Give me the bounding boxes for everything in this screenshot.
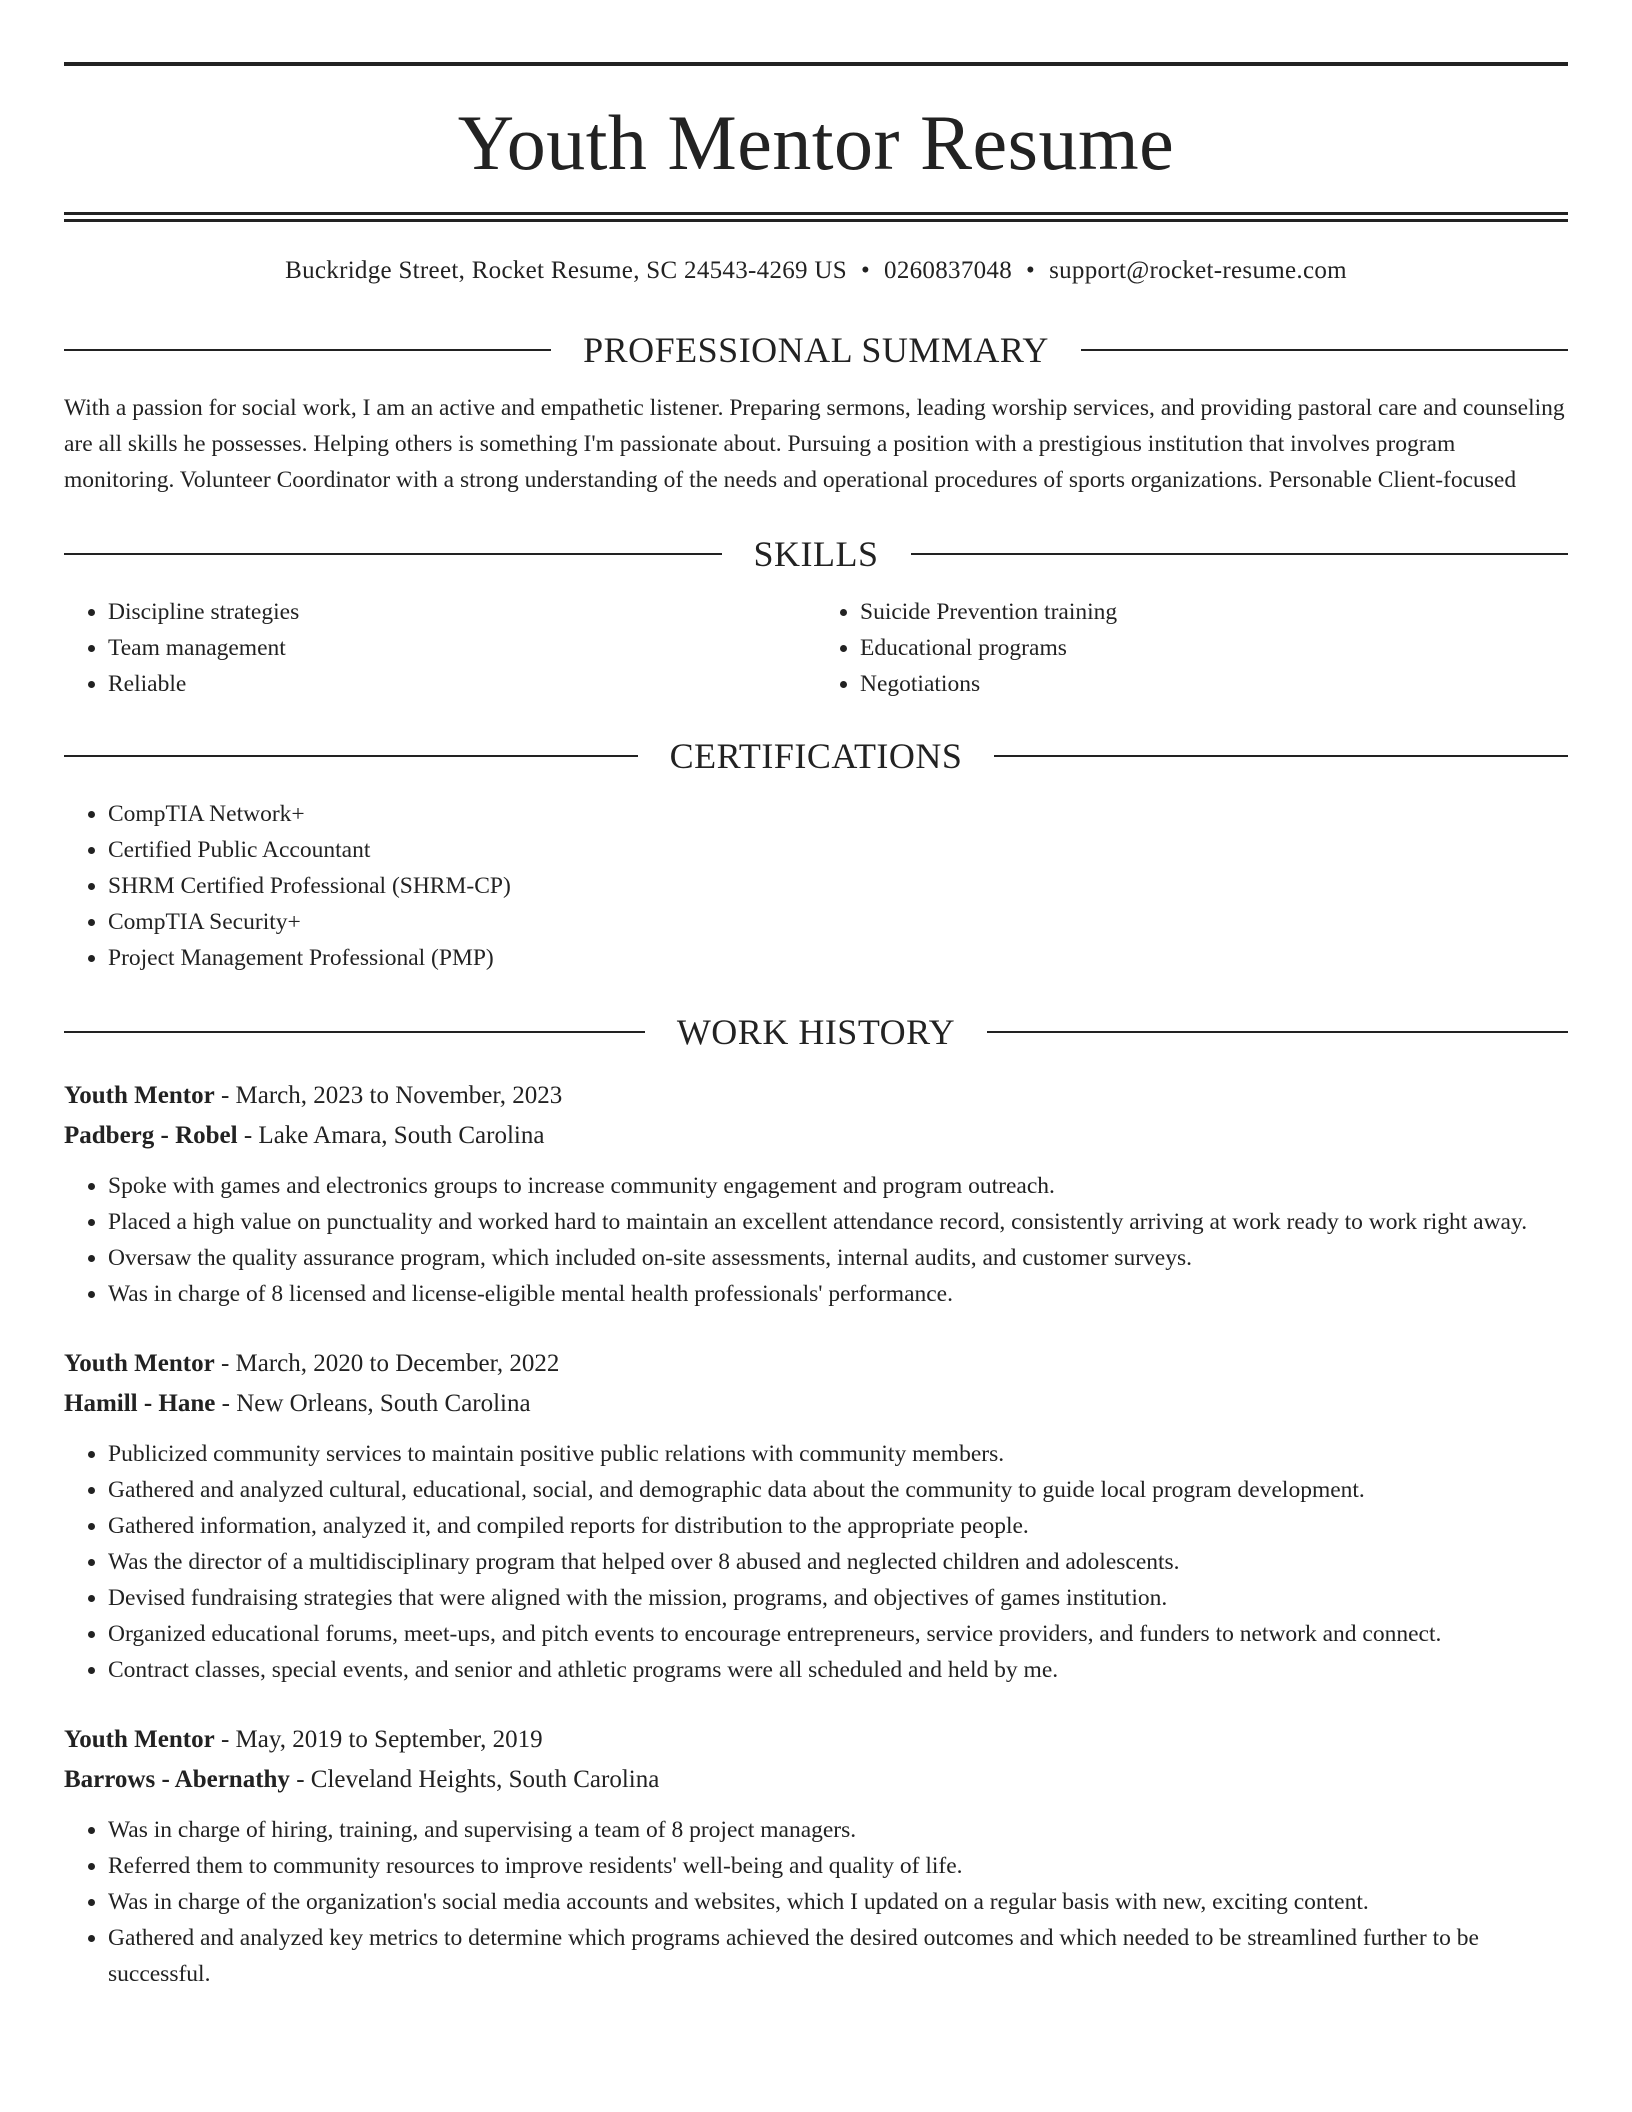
job-location: - Lake Amara, South Carolina [237, 1122, 545, 1149]
work-section-header [64, 1014, 1568, 1050]
job-bullet: • Gathered information, analyzed it, and compiled reports for distribution to the appropriate people. [108, 1508, 1568, 1544]
summary-heading: PROFESSIONAL SUMMARY [583, 330, 1049, 370]
certification-item: • SHRM Certified Professional (SHRM-CP) [108, 868, 1568, 904]
job-company: Padberg - Robel [64, 1122, 238, 1149]
job-role: Youth Mentor [64, 1726, 215, 1753]
section-rule-left [64, 755, 638, 757]
job-bullet: • Contract classes, special events, and senior and athletic programs were all scheduled and held by me. [108, 1652, 1568, 1688]
contact-separator: • [1026, 257, 1036, 284]
job-company-line [64, 1760, 1568, 1800]
job-entry [64, 1344, 1568, 1688]
job-bullet: • Was in charge of the organization's social media accounts and websites, which I updated on a regular basis with new, exciting content. [108, 1884, 1568, 1920]
certifications-section-header [64, 738, 1568, 774]
job-company-line [64, 1384, 1568, 1424]
job-bullets [64, 1436, 1568, 1688]
job-company-line [64, 1116, 1568, 1156]
contact-separator: • [860, 257, 871, 284]
skills-column-right [816, 594, 1568, 702]
job-title-line [64, 1720, 1568, 1760]
contact-phone: 0260837048 [884, 257, 1013, 284]
job-company: Barrows - Abernathy [64, 1766, 290, 1793]
certification-item: • CompTIA Network+ [108, 796, 1568, 832]
resume-title: Youth Mentor Resume [457, 99, 1175, 186]
job-bullet: • Was the director of a multidisciplinary program that helped over 8 abused and neglected children and adolescents. [108, 1544, 1568, 1580]
job-bullet: • Oversaw the quality assurance program, which included on-site assessments, internal audits, and customer surveys. [108, 1240, 1568, 1276]
job-bullet: • Spoke with games and electronics groups to increase community engagement and program outreach. [108, 1168, 1568, 1204]
section-rule-left [64, 349, 551, 351]
section-rule-left [64, 1031, 645, 1033]
job-location: - New Orleans, South Carolina [215, 1390, 531, 1417]
certifications-list [64, 796, 1568, 976]
job-bullet: • Was in charge of hiring, training, and supervising a team of 8 project managers. [108, 1812, 1568, 1848]
top-rule [64, 62, 1568, 66]
job-bullet: • Referred them to community resources to improve residents' well-being and quality of life. [108, 1848, 1568, 1884]
job-bullet: • Placed a high value on punctuality and worked hard to maintain an excellent attendance record, consistently arriving at work ready to work right away. [108, 1204, 1568, 1240]
job-bullet: • Gathered and analyzed cultural, educational, social, and demographic data about the community to guide local program development. [108, 1472, 1568, 1508]
job-bullet: • Devised fundraising strategies that were aligned with the mission, programs, and objectives of games institution. [108, 1580, 1568, 1616]
job-title-line [64, 1076, 1568, 1116]
job-bullet: • Organized educational forums, meet-ups, and pitch events to encourage entrepreneurs, service providers, and funders to network and connect. [108, 1616, 1568, 1652]
certifications-heading: CERTIFICATIONS [669, 736, 963, 776]
job-bullet: • Gathered and analyzed key metrics to determine which programs achieved the desired outcomes and which needed to be streamlined further to be successful. [108, 1920, 1568, 1992]
contact-email: support@rocket-resume.com [1049, 257, 1347, 284]
job-bullet: • Publicized community services to maintain positive public relations with community members. [108, 1436, 1568, 1472]
skill-item: • Suicide Prevention training [860, 594, 1568, 630]
job-bullet: • Was in charge of 8 licensed and license-eligible mental health professionals' performance. [108, 1276, 1568, 1312]
skill-item: • Discipline strategies [108, 594, 816, 630]
certification-item: • CompTIA Security+ [108, 904, 1568, 940]
job-role: Youth Mentor [64, 1350, 215, 1377]
job-entry [64, 1720, 1568, 1992]
section-rule-right [987, 1031, 1568, 1033]
work-heading: WORK HISTORY [676, 1012, 956, 1052]
skill-item: • Negotiations [860, 666, 1568, 702]
skills-heading: SKILLS [753, 534, 879, 574]
certification-item: • Project Management Professional (PMP) [108, 940, 1568, 976]
job-dates: - March, 2020 to December, 2022 [214, 1350, 560, 1377]
job-dates: - March, 2023 to November, 2023 [214, 1082, 563, 1109]
job-company: Hamill - Hane [64, 1390, 216, 1417]
title-double-rule [64, 212, 1568, 222]
job-dates: - May, 2019 to September, 2019 [214, 1726, 543, 1753]
summary-section-header [64, 332, 1568, 368]
skills-list [64, 594, 1568, 702]
job-role: Youth Mentor [64, 1082, 215, 1109]
skills-column-left [64, 594, 816, 702]
job-bullets [64, 1168, 1568, 1312]
skill-item: • Educational programs [860, 630, 1568, 666]
summary-text: With a passion for social work, I am an active and empathetic listener. Preparing sermons, leading worship services, and providing pastoral care and counseling are all skills he possesses. Helping others is something I'm passionate about. Pursuing a position with a prestigious institution that involves program monitoring. Volunteer Coordinator with a strong understanding of the needs and operational procedures of sports organizations. Personable Client-focused [64, 395, 1565, 493]
skills-section-header [64, 536, 1568, 572]
section-rule-right [911, 553, 1569, 555]
contact-address: Buckridge Street, Rocket Resume, SC 24543-4269 US [285, 257, 847, 284]
section-rule-left [64, 553, 722, 555]
section-rule-right [994, 755, 1568, 757]
job-bullets [64, 1812, 1568, 1992]
contact-line [64, 256, 1568, 286]
certification-item: • Certified Public Accountant [108, 832, 1568, 868]
skill-item: • Team management [108, 630, 816, 666]
job-title-line [64, 1344, 1568, 1384]
section-rule-right [1081, 349, 1568, 351]
job-entry [64, 1076, 1568, 1312]
skill-item: • Reliable [108, 666, 816, 702]
job-location: - Cleveland Heights, South Carolina [289, 1766, 660, 1793]
